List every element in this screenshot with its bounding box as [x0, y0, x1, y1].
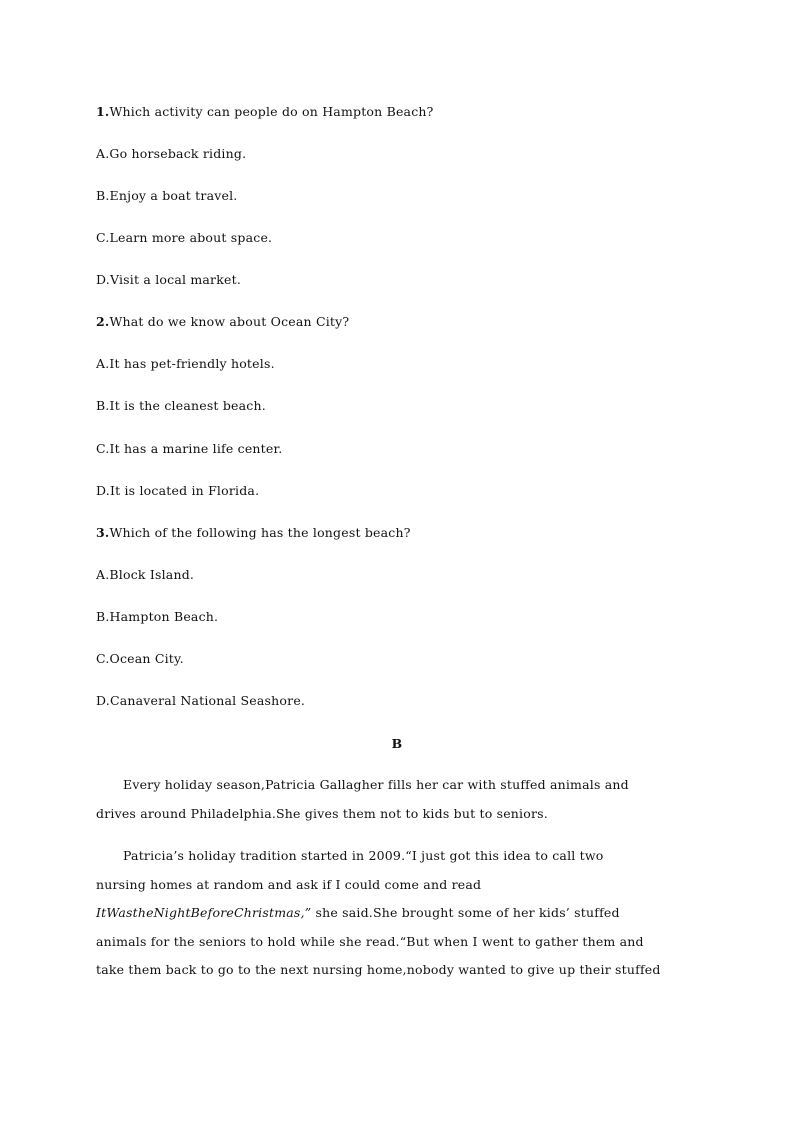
question-3-option-d: D.Canaveral National Seashore.	[96, 693, 306, 708]
passage-p2-line-2: nursing homes at random and ask if I could come and read	[96, 876, 482, 892]
question-2-option-c: C.It has a marine life center.	[96, 441, 283, 456]
question-2-option-b: B.It is the cleanest beach.	[96, 398, 266, 413]
question-1-option-b: B.Enjoy a boat travel.	[96, 188, 238, 203]
question-3-stem-line	[96, 525, 411, 541]
passage-p2-line-1: Patricia’s holiday tradition started in 2009.“I just got this idea to call two	[123, 848, 604, 863]
question-2-option-d: D.It is located in Florida.	[96, 483, 260, 498]
question-3-number: 3.	[96, 525, 110, 540]
question-2-stem-line	[96, 314, 349, 330]
question-2-stem: What do we know about Ocean City?	[109, 314, 350, 329]
passage-p2-line-4: animals for the seniors to hold while she read.“But when I went to gather them and	[96, 933, 644, 949]
passage-p1-line-1: Every holiday season,Patricia Gallagher fills her car with stuffed animals and	[123, 777, 629, 792]
section-heading: B	[391, 736, 403, 751]
passage-paragraph-1	[96, 771, 686, 828]
question-1-option-a: A.Go horseback riding.	[96, 146, 247, 161]
question-2-option-a: A.It has pet-friendly hotels.	[96, 356, 275, 371]
passage-p2-line-3	[96, 899, 686, 928]
question-1-stem-line	[96, 104, 434, 120]
question-1-option-d: D.Visit a local market.	[96, 272, 241, 287]
question-3-option-b: B.Hampton Beach.	[96, 609, 219, 624]
passage-p2-line-3-rest: she said.She brought some of her kids’ stuffed	[311, 905, 620, 921]
question-3-option-c: C.Ocean City.	[96, 651, 184, 666]
question-2-number: 2.	[96, 314, 110, 329]
question-1-number: 1.	[96, 104, 110, 119]
passage-paragraph-2	[96, 842, 686, 985]
question-3-stem: Which of the following has the longest beach?	[109, 525, 411, 540]
passage-p1-line-2: drives around Philadelphia.She gives them not to kids but to seniors.	[96, 805, 548, 821]
question-3-option-a: A.Block Island.	[96, 567, 195, 582]
book-title: ItWastheNightBeforeChristmas,”	[96, 905, 312, 921]
question-1-option-c: C.Learn more about space.	[96, 230, 273, 245]
passage-p2-line-5: take them back to go to the next nursing home,nobody wanted to give up their stuffed	[96, 962, 661, 978]
question-1-stem: Which activity can people do on Hampton Beach?	[109, 104, 434, 119]
